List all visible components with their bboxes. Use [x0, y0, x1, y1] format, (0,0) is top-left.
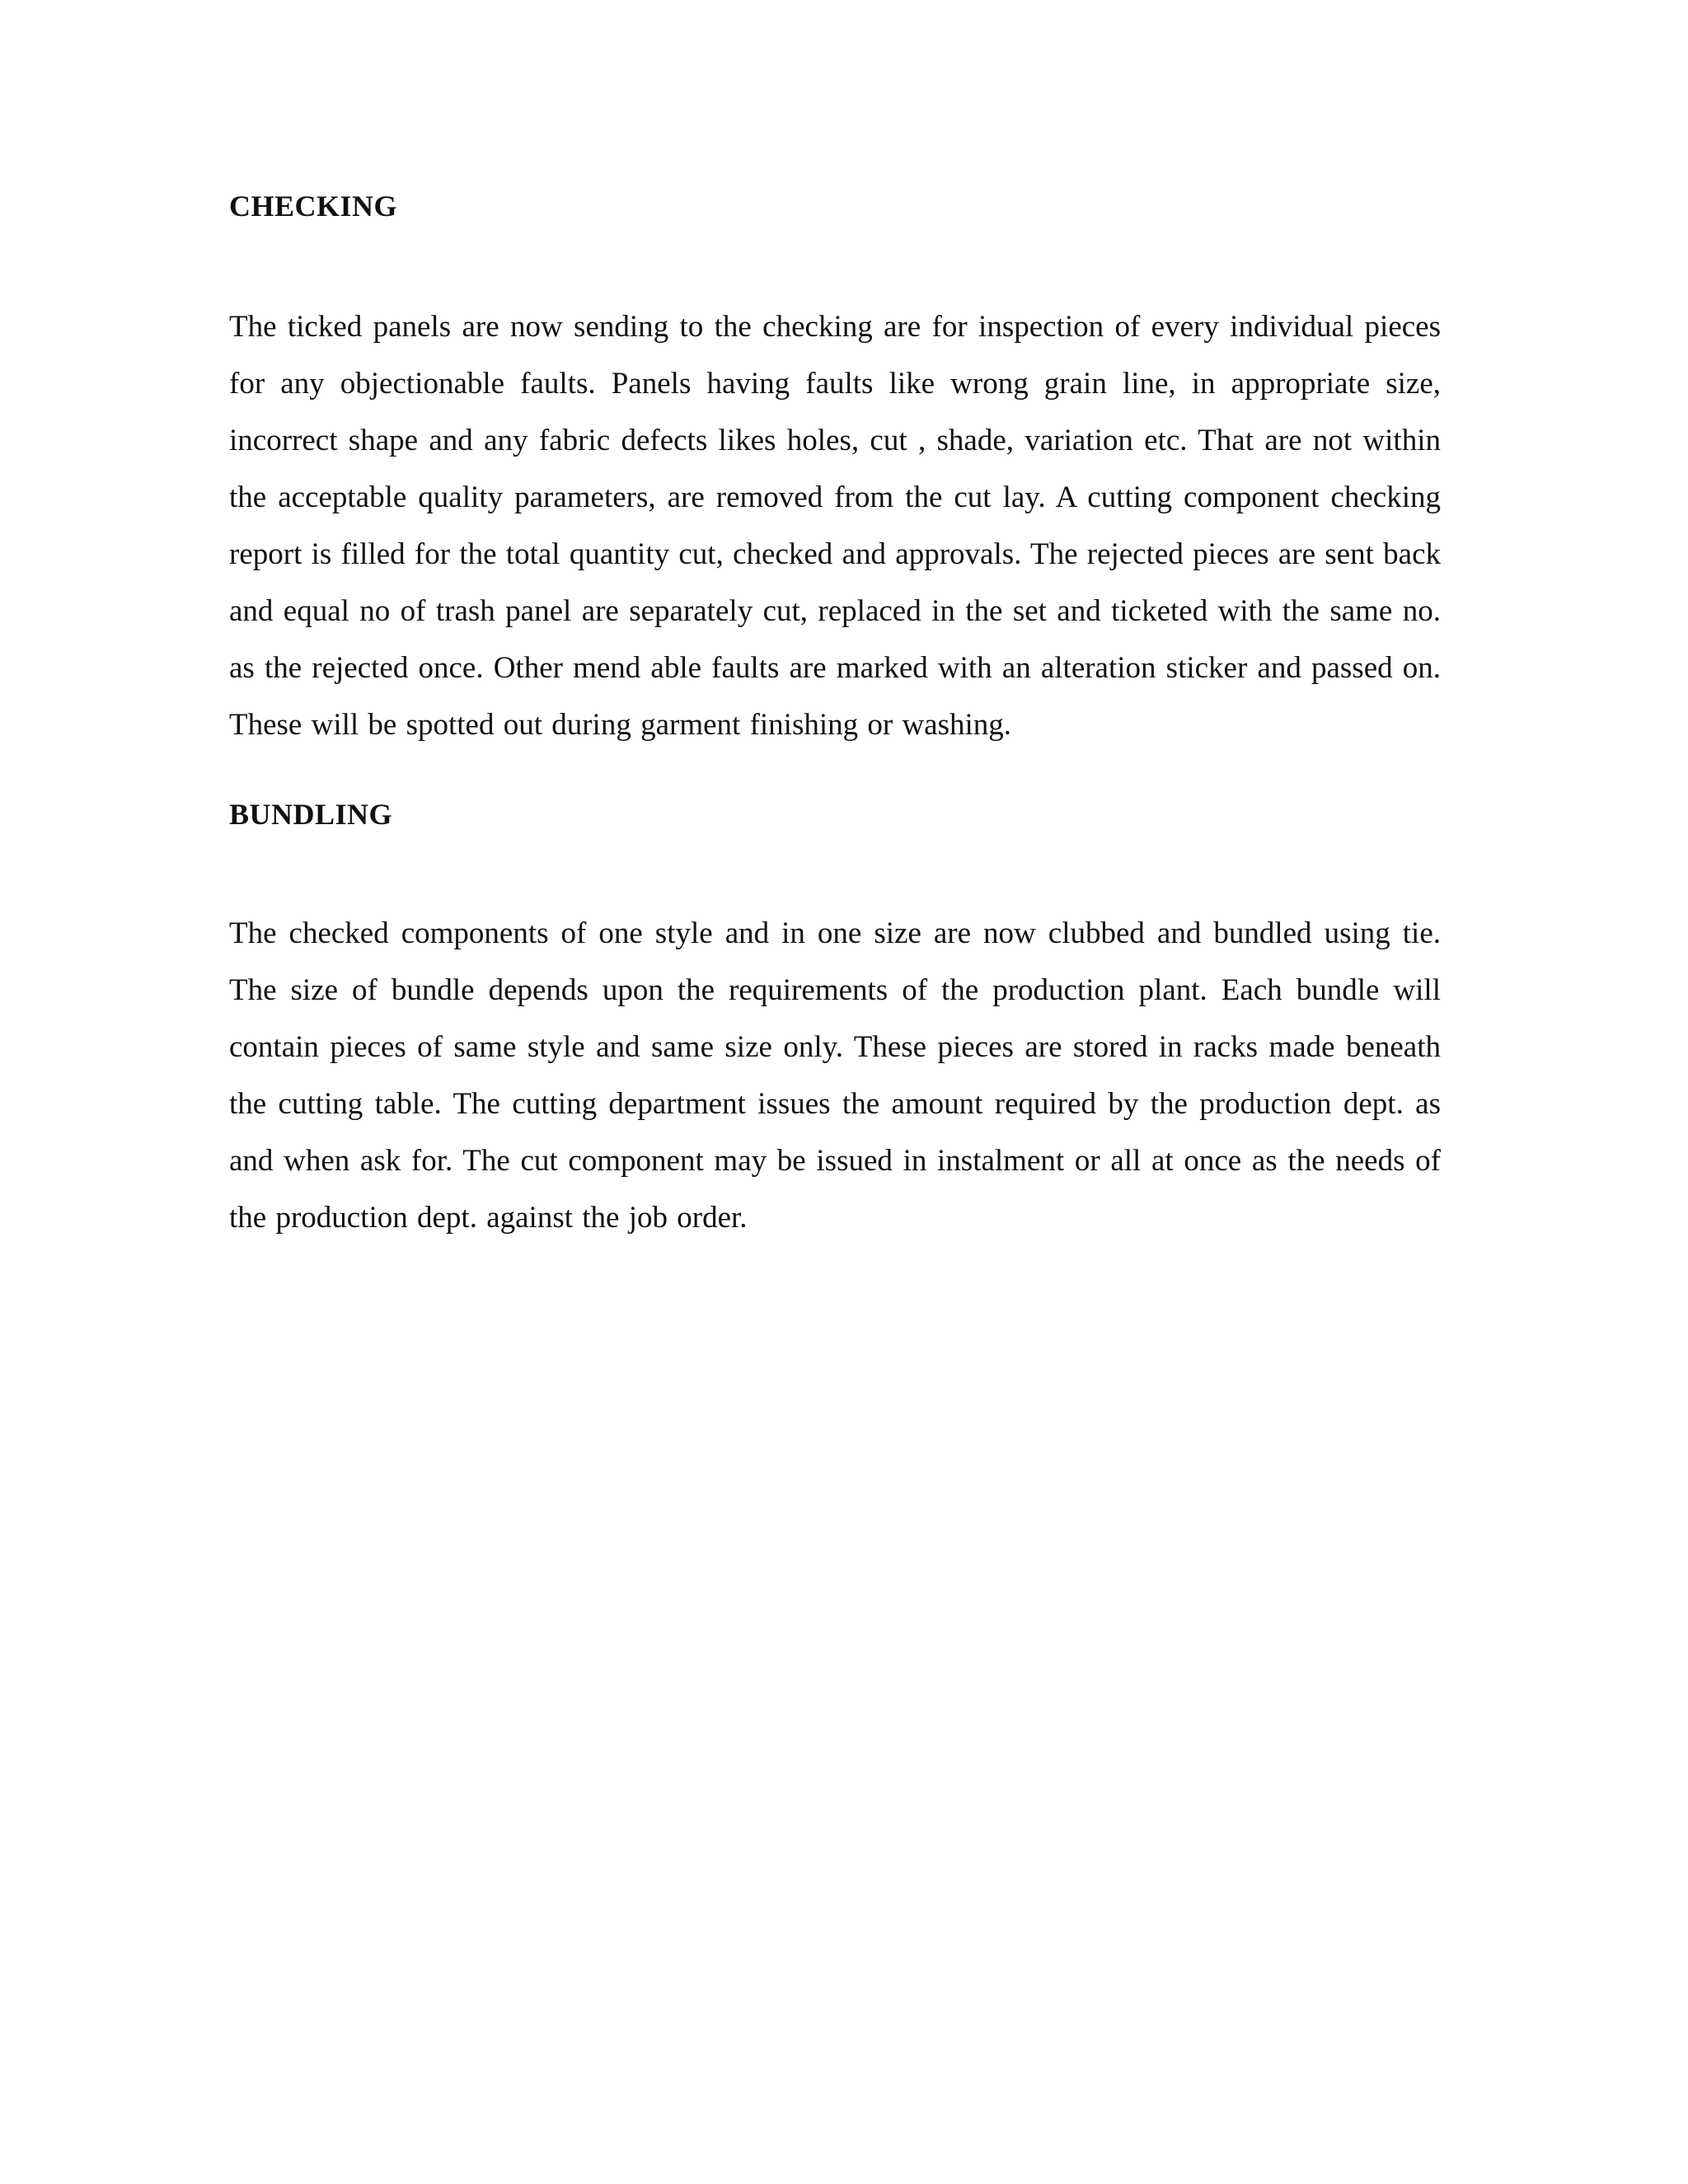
- section-body-bundling: The checked components of one style and in one size are now clubbed and bundled using tie. The size of bundle depends upon the requirements of the production plant. Each bundle will contain pieces of same style and same size only. These pieces are stored in racks made beneath the cutting table. The cutting department issues the amount required by the production dept. as and when ask for. The cut component may be issued in instalment or all at once as the needs of the production dept. against the job order.: [229, 916, 1441, 1235]
- section-heading-bundling: BUNDLING: [229, 798, 393, 831]
- section-heading-checking: CHECKING: [229, 190, 398, 223]
- section-body-checking: The ticked panels are now sending to the checking are for inspection of every individual pieces for any objectionable faults. Panels having faults like wrong grain line, in appropriate size, incorrect shape and any fabric defects likes holes, cut , shade, variation etc. That are not within the acceptable quality parameters, are removed from the cut lay. A cutting component checking report is filled for the total quantity cut, checked and approvals. The rejected pieces are sent back and equal no of trash panel are separately cut, replaced in the set and ticketed with the same no. as the rejected once. Other mend able faults are marked with an alteration sticker and passed on. These will be spotted out during garment finishing or washing.: [229, 310, 1441, 742]
- document-content: [229, 188, 1441, 1246]
